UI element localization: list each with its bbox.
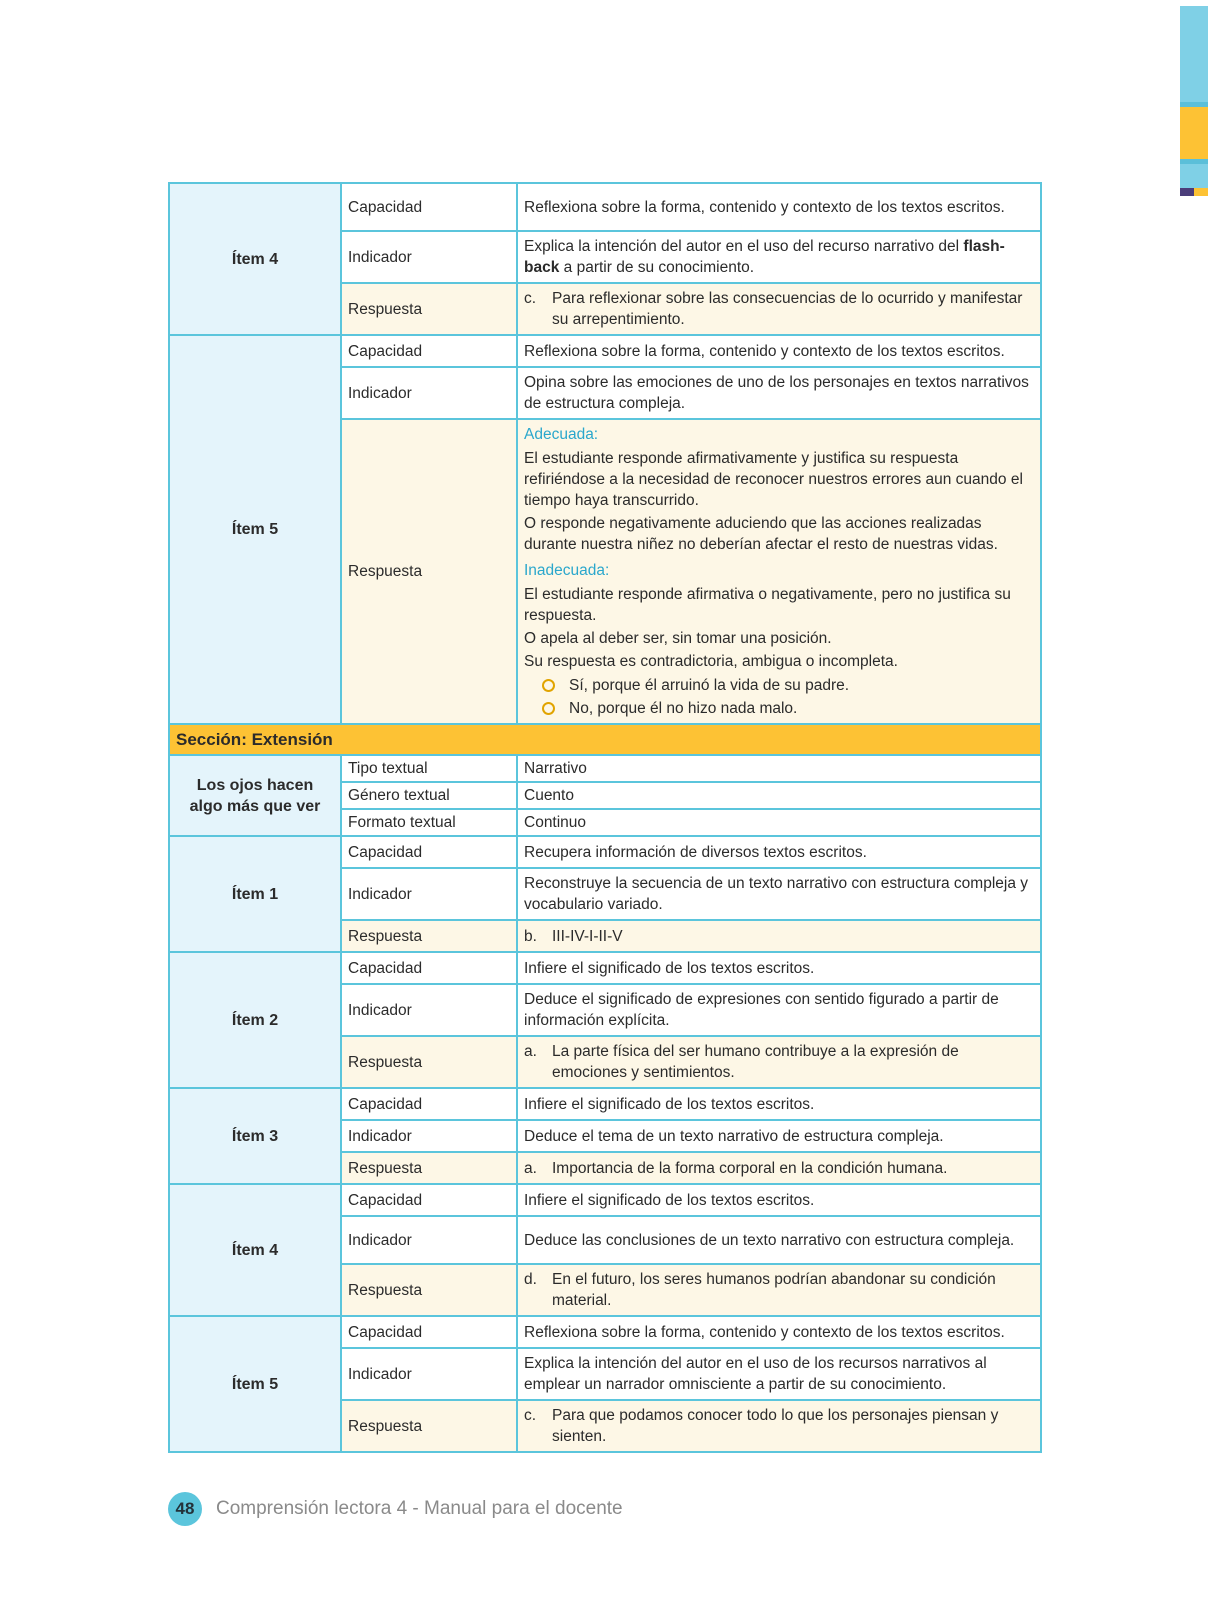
indicador-text: Deduce el significado de expresiones con sentido figurado a partir de información explícita. <box>517 984 1041 1036</box>
row-label-respuesta: Respuesta <box>341 920 517 952</box>
item-label: Ítem 5 <box>169 335 341 724</box>
inadecuada-paragraph: O apela al deber ser, sin tomar una posición. <box>524 630 832 647</box>
answer-text: La parte física del ser humano contribuye a la expresión de emociones y sentimientos. <box>552 1043 959 1081</box>
row-label-respuesta: Respuesta <box>341 419 517 724</box>
adecuada-heading: Adecuada: <box>524 426 599 443</box>
section-title: Sección: Extensión <box>169 724 1041 755</box>
item-label: Ítem 2 <box>169 952 341 1088</box>
respuesta-text <box>517 283 1041 335</box>
example-answer: Sí, porque él arruinó la vida de su padre. <box>524 675 1034 696</box>
circle-bullet-icon <box>542 679 555 692</box>
row-label-genero: Género textual <box>341 782 517 809</box>
respuesta-text <box>517 1264 1041 1316</box>
table-row <box>169 335 1041 367</box>
capacidad-text: Reflexiona sobre la forma, contenido y contexto de los textos escritos. <box>517 183 1041 231</box>
item-label: Ítem 4 <box>169 183 341 335</box>
capacidad-text: Reflexiona sobre la forma, contenido y contexto de los textos escritos. <box>517 335 1041 367</box>
section-row <box>169 724 1041 755</box>
edge-tab-cyan <box>1180 164 1208 188</box>
capacidad-text: Infiere el significado de los textos escritos. <box>517 952 1041 984</box>
indicador-text: Explica la intención del autor en el uso del recurso narrativo del flash-back a partir de su conocimiento. <box>517 231 1041 283</box>
edge-tab-navy <box>1180 188 1194 196</box>
row-label-respuesta: Respuesta <box>341 1036 517 1088</box>
row-label-indicador: Indicador <box>341 1216 517 1264</box>
answer-letter: d. <box>524 1271 537 1288</box>
edge-tab-cyan <box>1180 6 1208 102</box>
row-label-capacidad: Capacidad <box>341 335 517 367</box>
indicador-text: Deduce las conclusiones de un texto narrativo con estructura compleja. <box>517 1216 1041 1264</box>
item-label: Ítem 4 <box>169 1184 341 1316</box>
respuesta-text <box>517 1400 1041 1452</box>
circle-bullet-icon <box>542 702 555 715</box>
adecuada-paragraph: O responde negativamente aduciendo que las acciones realizadas durante nuestra niñez no deberían afectar el resto de nuestras vidas. <box>524 515 998 553</box>
indicador-text: Deduce el tema de un texto narrativo de estructura compleja. <box>517 1120 1041 1152</box>
item-label: Ítem 3 <box>169 1088 341 1184</box>
row-label-capacidad: Capacidad <box>341 1184 517 1216</box>
row-label-indicador: Indicador <box>341 1120 517 1152</box>
indicador-text: Reconstruye la secuencia de un texto narrativo con estructura compleja y vocabulario variado. <box>517 868 1041 920</box>
tipo-value: Narrativo <box>517 755 1041 782</box>
page-number-badge: 48 <box>168 1492 202 1526</box>
row-label-indicador: Indicador <box>341 367 517 419</box>
answer-text: Importancia de la forma corporal en la condición humana. <box>552 1159 948 1177</box>
row-label-indicador: Indicador <box>341 984 517 1036</box>
indicador-text: Explica la intención del autor en el uso de los recursos narrativos al emplear un narrador omnisciente a partir de su conocimiento. <box>517 1348 1041 1400</box>
row-label-tipo: Tipo textual <box>341 755 517 782</box>
table-row <box>169 755 1041 782</box>
adecuada-paragraph: El estudiante responde afirmativamente y justifica su respuesta refiriéndose a la necesidad de reconocer nuestros errores aun cuando el tiempo haya transcurrido. <box>524 450 1023 509</box>
row-label-capacidad: Capacidad <box>341 836 517 868</box>
answer-letter: c. <box>524 1407 537 1424</box>
answer-text: Para que podamos conocer todo lo que los personajes piensan y sienten. <box>552 1407 999 1445</box>
footer-title: Comprensión lectora 4 - Manual para el docente <box>216 1498 623 1519</box>
genero-value: Cuento <box>517 782 1041 809</box>
capacidad-text: Infiere el significado de los textos escritos. <box>517 1184 1041 1216</box>
indicador-text: Opina sobre las emociones de uno de los personajes en textos narrativos de estructura compleja. <box>517 367 1041 419</box>
row-label-capacidad: Capacidad <box>341 952 517 984</box>
capacidad-text: Reflexiona sobre la forma, contenido y contexto de los textos escritos. <box>517 1316 1041 1348</box>
answer-letter: a. <box>524 1159 537 1177</box>
item-label: Ítem 1 <box>169 836 341 952</box>
row-label-respuesta: Respuesta <box>341 283 517 335</box>
respuesta-text <box>517 920 1041 952</box>
inadecuada-heading: Inadecuada: <box>524 562 610 579</box>
table-row <box>169 1316 1041 1348</box>
flash-back-term: flash-back <box>524 238 1005 276</box>
answer-letter: a. <box>524 1043 537 1060</box>
table-row <box>169 1184 1041 1216</box>
capacidad-text: Infiere el significado de los textos escritos. <box>517 1088 1041 1120</box>
answer-letter: b. <box>524 927 537 945</box>
table-row <box>169 952 1041 984</box>
row-label-capacidad: Capacidad <box>341 1316 517 1348</box>
example-answer: No, porque él no hizo nada malo. <box>524 698 1034 719</box>
row-label-capacidad: Capacidad <box>341 183 517 231</box>
row-label-indicador: Indicador <box>341 231 517 283</box>
row-label-indicador: Indicador <box>341 1348 517 1400</box>
edge-tab-yellow <box>1180 107 1208 159</box>
answer-text: En el futuro, los seres humanos podrían abandonar su condición material. <box>552 1271 996 1309</box>
answer-text: III-IV-I-II-V <box>552 927 623 945</box>
table-row <box>169 183 1041 231</box>
answer-text: Para reflexionar sobre las consecuencias de lo ocurrido y manifestar su arrepentimiento. <box>552 290 1023 328</box>
table-row <box>169 836 1041 868</box>
evaluation-table <box>168 182 1042 1453</box>
formato-value: Continuo <box>517 809 1041 836</box>
capacidad-text: Recupera información de diversos textos escritos. <box>517 836 1041 868</box>
page-footer <box>168 1492 623 1526</box>
respuesta-text <box>517 1036 1041 1088</box>
row-label-indicador: Indicador <box>341 868 517 920</box>
item-label: Ítem 5 <box>169 1316 341 1452</box>
row-label-formato: Formato textual <box>341 809 517 836</box>
respuesta-text <box>517 1152 1041 1184</box>
answer-letter: c. <box>524 290 537 307</box>
row-label-capacidad: Capacidad <box>341 1088 517 1120</box>
edge-tab-yellow <box>1194 188 1208 196</box>
inadecuada-paragraph: Su respuesta es contradictoria, ambigua o incompleta. <box>524 653 898 670</box>
text-title: Los ojos hacen algo más que ver <box>169 755 341 836</box>
inadecuada-paragraph: El estudiante responde afirmativa o negativamente, pero no justifica su respuesta. <box>524 586 1011 624</box>
row-label-respuesta: Respuesta <box>341 1152 517 1184</box>
table-row <box>169 1088 1041 1120</box>
row-label-respuesta: Respuesta <box>341 1400 517 1452</box>
respuesta-rubric <box>517 419 1041 724</box>
row-label-respuesta: Respuesta <box>341 1264 517 1316</box>
